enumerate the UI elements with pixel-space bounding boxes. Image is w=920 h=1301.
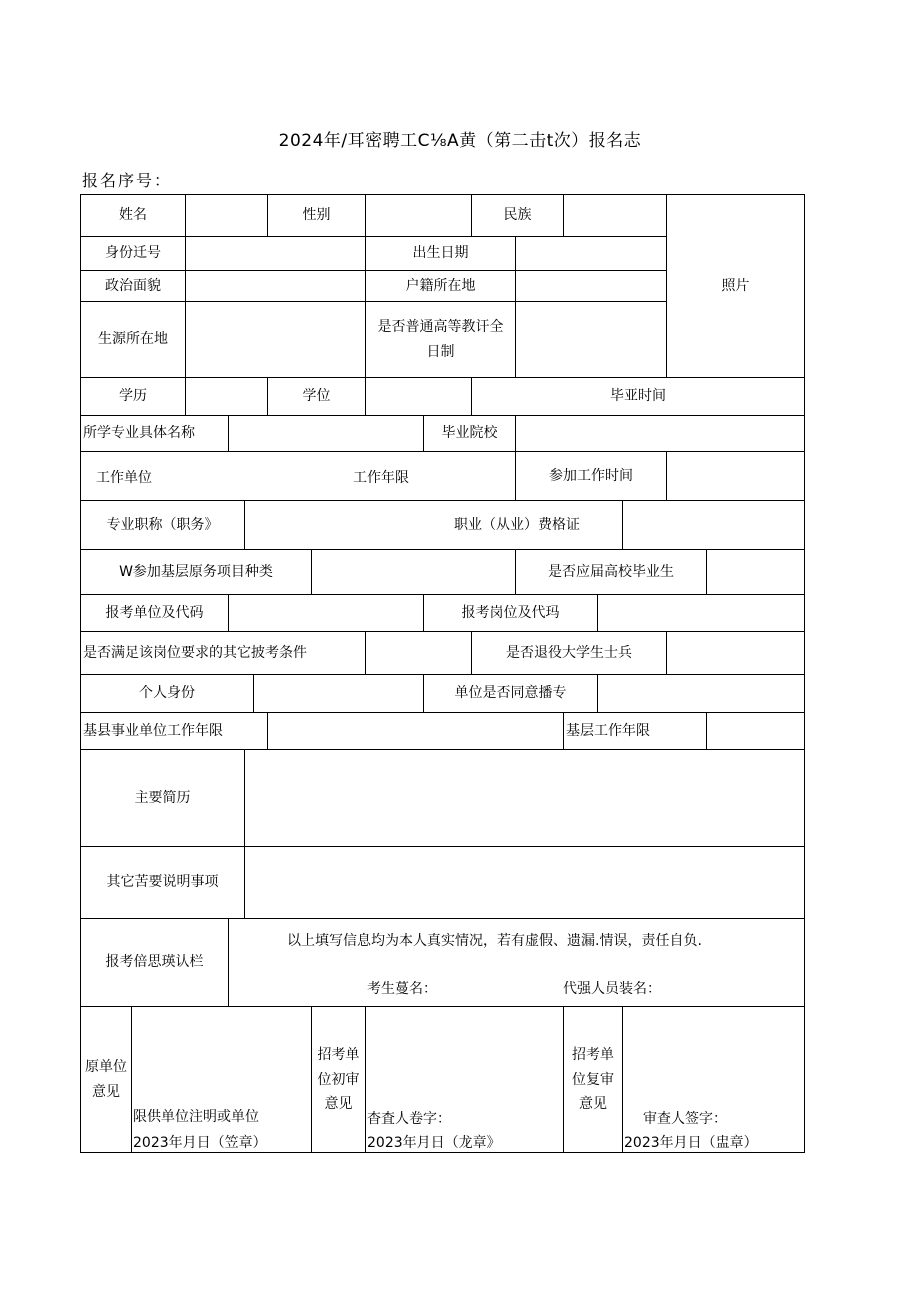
photo-box[interactable] xyxy=(666,194,805,378)
label-origin: 生源所在地 xyxy=(80,301,186,378)
label-household: 户籍所在地 xyxy=(365,270,516,302)
label-grad-time: 毕亚时间 xyxy=(471,377,805,416)
label-unit-agree: 单位是否同意播专 xyxy=(423,674,598,713)
input-origin[interactable] xyxy=(185,301,366,378)
label-grassroots-project: W参加基层原务项目种类 xyxy=(80,549,312,595)
first-review-date: 2023年月日（龙章》 xyxy=(367,1135,501,1151)
orig-unit-line2: 意见 xyxy=(92,1083,120,1100)
label-fulltime xyxy=(365,301,516,378)
second-review-line2: 位复审 xyxy=(572,1071,614,1088)
label-name: 姓名 xyxy=(80,194,186,237)
label-county-years: 基县事业单位工作年限 xyxy=(80,712,268,750)
label-school: 毕业院校 xyxy=(423,415,516,452)
label-degree: 学位 xyxy=(267,377,366,416)
label-work-years: 工作年限 xyxy=(353,470,409,486)
proxy-signature-label: 代强人员装名： xyxy=(563,981,661,997)
candidate-signature-label: 考生蔓名： xyxy=(367,981,437,997)
label-apply-post: 报考岗位及代玛 xyxy=(423,594,598,632)
input-apply-unit[interactable] xyxy=(228,594,424,632)
input-resume[interactable] xyxy=(244,749,805,847)
label-gender: 性别 xyxy=(267,194,366,237)
second-reviewer-label: 审查人签字： xyxy=(643,1111,727,1127)
first-review-line1: 招考单 xyxy=(317,1047,360,1063)
label-major: 所学专业具体名称 xyxy=(80,415,229,452)
confirm-cell[interactable] xyxy=(228,918,805,1007)
label-personal-identity: 个人身份 xyxy=(80,674,254,713)
input-birth-date[interactable] xyxy=(515,236,667,271)
label-id-number: 身份迁号 xyxy=(80,236,186,271)
orig-unit-note: 限供单位注明或单位 xyxy=(133,1109,259,1125)
label-fresh-grad: 是否应届高校毕业生 xyxy=(515,549,707,595)
second-review-line3: 意见 xyxy=(579,1096,607,1112)
input-fulltime[interactable] xyxy=(515,301,667,378)
label-ethnicity: 民族 xyxy=(471,194,564,237)
label-original-unit-opinion xyxy=(80,1006,132,1153)
label-veteran: 是否退役大学生士兵 xyxy=(471,631,667,675)
input-fresh-grad[interactable] xyxy=(706,549,805,595)
input-degree[interactable] xyxy=(365,377,472,416)
label-work-start: 参加工作时间 xyxy=(515,451,667,501)
first-reviewer-label: 杳査人卷字： xyxy=(367,1111,451,1127)
first-review-line3: 意见 xyxy=(324,1096,353,1112)
label-second-review xyxy=(563,1006,623,1153)
work-unit-cell[interactable] xyxy=(80,451,516,501)
confirm-statement: 以上填写信息均为本人真实情况，若有虚假、遗漏.情误，责任自负. xyxy=(287,933,702,949)
input-name[interactable] xyxy=(185,194,268,237)
input-grassroots-years[interactable] xyxy=(706,712,805,750)
orig-unit-line1: 原单位 xyxy=(85,1059,127,1075)
input-school[interactable] xyxy=(515,415,805,452)
input-major[interactable] xyxy=(228,415,424,452)
input-other-conditions[interactable] xyxy=(365,631,472,675)
input-education[interactable] xyxy=(185,377,268,416)
label-political-status: 政治面貌 xyxy=(80,270,186,302)
input-gender[interactable] xyxy=(365,194,472,237)
label-confirm: 报考倍思瑛认栏 xyxy=(80,918,229,1007)
label-work-unit: 工作单位 xyxy=(96,470,152,486)
label-first-review xyxy=(311,1006,366,1153)
input-other-notes[interactable] xyxy=(244,846,805,919)
label-other-conditions: 是否满足该岗位要求的其它披考条件 xyxy=(80,631,366,675)
form-title: 2024年/耳密聘工C⅛A黄（第二击t次）报名志 xyxy=(278,131,642,151)
label-photo: 照片 xyxy=(721,277,750,294)
input-ethnicity[interactable] xyxy=(563,194,667,237)
second-review-date: 2023年月日（盅章） xyxy=(624,1135,758,1151)
label-birth-date: 出生日期 xyxy=(365,236,516,271)
input-grassroots-project[interactable] xyxy=(311,549,516,595)
input-veteran[interactable] xyxy=(666,631,805,675)
input-qualification[interactable] xyxy=(622,500,805,550)
label-fulltime-line1: 是否普通高等教讦全 xyxy=(377,319,504,335)
input-unit-agree[interactable] xyxy=(597,674,805,713)
input-personal-identity[interactable] xyxy=(253,674,424,713)
input-work-start[interactable] xyxy=(666,451,805,501)
label-apply-unit: 报考单位及代码 xyxy=(80,594,229,632)
input-id-number[interactable] xyxy=(185,236,366,271)
first-review-cell[interactable] xyxy=(365,1006,564,1153)
input-apply-post[interactable] xyxy=(597,594,805,632)
first-review-line2: 位初审 xyxy=(317,1071,360,1088)
label-other-notes: 其它苦要说明事项 xyxy=(80,846,245,919)
second-review-line1: 招考单 xyxy=(572,1047,614,1063)
orig-unit-date: 2023年月日（笠章） xyxy=(133,1135,267,1151)
input-county-years[interactable] xyxy=(267,712,564,750)
label-fulltime-line2: 日制 xyxy=(426,343,455,360)
second-review-cell[interactable] xyxy=(622,1006,805,1153)
label-title-rank: 专业职称（职务》 xyxy=(80,500,245,550)
input-household[interactable] xyxy=(515,270,667,302)
original-unit-opinion-cell[interactable] xyxy=(131,1006,312,1153)
label-grassroots-years: 基层工作年限 xyxy=(563,712,707,750)
label-education: 学历 xyxy=(80,377,186,416)
label-resume: 主要简历 xyxy=(80,749,245,847)
serial-number-label: 报名序号： xyxy=(82,171,173,190)
input-political-status[interactable] xyxy=(185,270,366,302)
label-qualification: 职业（从业）费格证 xyxy=(244,500,623,550)
